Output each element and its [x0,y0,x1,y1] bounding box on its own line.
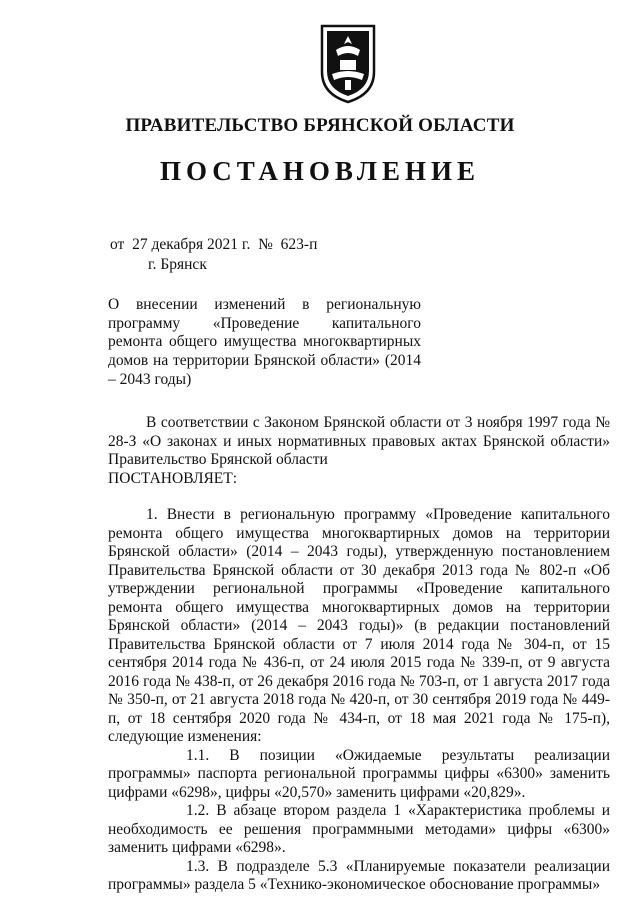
item-1-2-paragraph: 1.2. В абзаце втором раздела 1 «Характеристика проблемы и необходимость ее решения программными методами» цифры «6300» заменить цифрами «6298». [108,802,610,856]
item-1-paragraph: 1. Внести в региональную программу «Проведение капитального ремонта общего имущества многоквартирных домов на территории Брянской области» (2014 – 2043 годы), утвержденную постановлением Правительства Брянской области от 30 декабря 2013 года № 802-п «Об утверждении региональной программы «Проведение капитального ремонта общего имущества многоквартирных домов на территории Брянской области» (2014 – 2043 годы)» (в редакции постановлений Правительства Брянской области от 7 июля 2014 года № 304-п, от 15 сентября 2014 года № 436-п, от 24 июля 2015 года № 339-п, от 9 августа 2016 года № 438-п, от 26 декабря 2016 года № 703-п, от 1 августа 2017 года № 350-п, от 21 августа 2018 года № 420-п, от 30 сентября 2019 года № 449-п, от 18 сентября 2020 года № 434-п, от 18 мая 2021 года № 175-п), следующие изменения: [108,506,610,745]
government-title: ПРАВИТЕЛЬСТВО БРЯНСКОЙ ОБЛАСТИ [125,115,515,136]
document-type-title: ПОСТАНОВЛЕНИЕ [159,156,481,186]
date-and-number: от 27 декабря 2021 г. № 623-п [110,236,318,253]
resolves-label: ПОСТАНОВЛЯЕТ: [108,469,238,487]
item-1-1-paragraph: 1.1. В позиции «Ожидаемые результаты реализации программы» паспорта региональной программы цифры «6300» заменить цифрами «6298», цифры «20,570» заменить цифрами «20,829». [108,746,610,801]
coat-of-arms-icon [318,22,378,104]
city: г. Брянск [148,256,207,273]
document-subject: О внесении изменений в региональную программу «Проведение капитального ремонта общего имущества многоквартирных домов на территории Брянской области» (2014 – 2043 годы) [108,296,421,388]
item-1-3-paragraph: 1.3. В подразделе 5.3 «Планируемые показатели реализации программы» раздела 5 «Технико-экономическое обоснование программы» [108,857,610,893]
document-body [108,414,610,895]
preamble-paragraph: В соответствии с Законом Брянской области от 3 ноября 1997 года № 28-З «О законах и иных нормативных правовых актах Брянской области» Правительство Брянской области [108,414,610,468]
